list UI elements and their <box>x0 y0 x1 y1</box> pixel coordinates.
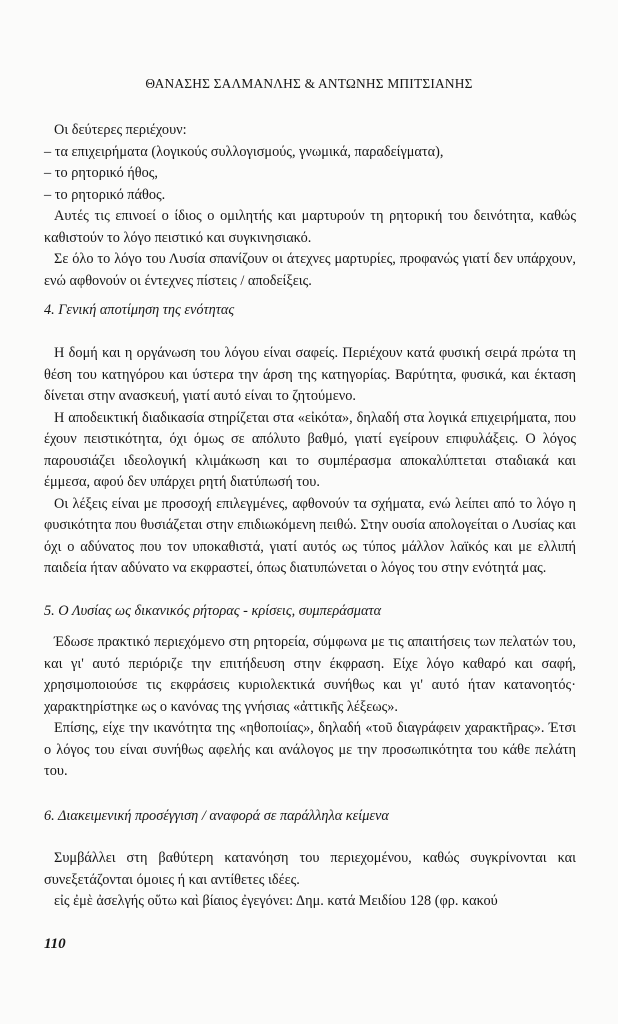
paragraph: Η αποδεικτική διαδικασία στηρίζεται στα «εἰκότα», δηλαδή στα λογικά επιχειρήματα, που έχουν πειστικότητα, όχι όμως σε απόλυτο βαθμό, γιατί εγείρουν επιφυλάξεις. Ο λόγος παρουσιάζει ιδεολογική κλιμάκωση και το συμπέρασμα αποκαλύπτεται σταδιακά και έμμεσα, αφού δεν υπάρχει ρητή διατύπωσή του. <box>44 409 576 490</box>
paragraph: Οι λέξεις είναι με προσοχή επιλεγμένες, αφθονούν τα σχήματα, ενώ λείπει από το λόγο η φυσικότητα που θυσιάζεται στην επιδιωκόμενη πειθώ. Στην ουσία απολογείται ο Λυσίας και όχι ο αδύνατος που τον υποκαθιστά, γιατί αυτός ως τύπος μάλλον λαϊκός και με ελλιπή παιδεία ήταν αδύνατο να εκφραστεί, όπως διατυπώνεται ο λόγος του στην ενότητά μας. <box>44 495 576 576</box>
page-number: 110 <box>44 936 66 952</box>
list-item: – τα επιχειρήματα (λογικούς συλλογισμούς, γνωμικά, παραδείγματα), <box>44 143 444 160</box>
paragraph-block-4 <box>44 848 576 913</box>
paragraph: Αυτές τις επινοεί ο ίδιος ο ομιλητής και μαρτυρούν τη ρητορική του δεινότητα, καθώς καθιστούν το λόγο πειστικό και συγκινησιακό. <box>44 208 576 246</box>
paragraph-block-2 <box>44 343 576 580</box>
paragraph: Έδωσε πρακτικό περιεχόμενο στη ρητορεία, σύμφωνα με τις απαιτήσεις των πελατών του, και γι' αυτό περιόριζε την επιτήδευση στην έκφραση. Είχε λόγο καθαρό και σαφή, χρησιμοποιούσε τις εκφράσεις κυριολεκτικά συνήθως και γι' αυτό ήταν κατανοητός· χαρακτηρίστηκε ως ο κανόνας της γνήσιας «ἀττικῆς λέξεως». <box>44 634 576 715</box>
paragraph: Η δομή και η οργάνωση του λόγου είναι σαφείς. Περιέχουν κατά φυσική σειρά πρώτα τη θέση του κατηγόρου και ύστερα την άρση της κατηγορίας. Βαρύτητα, φυσικά, και έκταση δίνεται στην ανασκευή, γιατί αυτό είναι το ζητούμενο. <box>44 345 576 404</box>
section-heading-5: 5. Ο Λυσίας ως δικανικός ρήτορας - κρίσεις, συμπεράσματα <box>44 603 382 619</box>
section-heading-4: 4. Γενική αποτίμηση της ενότητας <box>44 302 235 318</box>
list-item: – το ρητορικό πάθος. <box>44 186 166 203</box>
list-item: – το ρητορικό ήθος, <box>44 165 158 181</box>
section-heading-6: 6. Διακειμενική προσέγγιση / αναφορά σε παράλληλα κείμενα <box>44 808 389 824</box>
paragraph: Σε όλο το λόγο του Λυσία σπανίζουν οι άτεχνες μαρτυρίες, προφανώς γιατί δεν υπάρχουν, ενώ αφθονούν οι έντεχνες πίστεις / αποδείξεις. <box>44 251 576 289</box>
paragraph-block-1 <box>44 120 576 292</box>
running-header: ΘΑΝΑΣΗΣ ΣΑΛΜΑΝΛΗΣ & ΑΝΤΩΝΗΣ ΜΠΙΤΣΙΑΝΗΣ <box>145 76 473 91</box>
paragraph-block-3 <box>44 632 576 783</box>
paragraph: εἰς ἐμὲ ἀσελγής οὕτω καὶ βίαιος ἐγεγόνει: Δημ. κατά Μειδίου 128 (φρ. κακού <box>54 893 498 909</box>
paragraph: Επίσης, είχε την ικανότητα της «ηθοποιίας», δηλαδή «τοῦ διαγράφειν χαρακτῆρας». Έτσι ο λόγος του είναι συνήθως αφελής και ανάλογος με την προσωπικότητα του κάθε πελάτη του. <box>44 720 576 779</box>
paragraph: Συμβάλλει στη βαθύτερη κατανόηση του περιεχομένου, καθώς συγκρίνονται και συνεξετάζονται όμοιες ή και αντίθετες ιδέες. <box>44 850 576 888</box>
paragraph: Οι δεύτερες περιέχουν: <box>54 122 187 138</box>
